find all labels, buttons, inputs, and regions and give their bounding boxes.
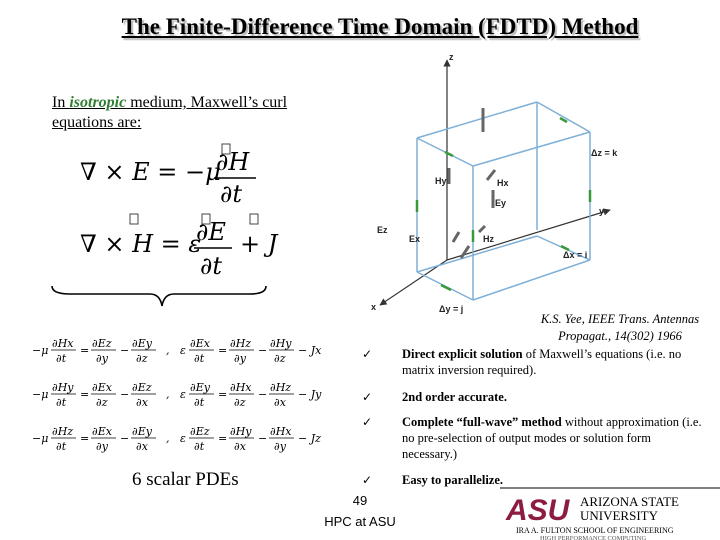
label-ex: Ex <box>409 234 421 244</box>
pde-minus: − <box>258 388 268 401</box>
pde-d-den: ∂z <box>274 352 286 365</box>
pde-eq: = <box>218 388 228 401</box>
pde-a-den: ∂z <box>96 396 108 409</box>
pde-c-den: ∂y <box>234 352 246 365</box>
bullet-rest: without approximation (i.e. no pre-selection of output modes or solution form necessary.) <box>402 415 702 461</box>
label-hz: Hz <box>483 234 494 244</box>
pde-rhs-den: ∂t <box>194 440 205 453</box>
label-ey: Ey <box>495 198 507 208</box>
pde-b-den: ∂x <box>136 396 148 409</box>
brace <box>50 284 270 314</box>
pde-eps: ε <box>180 432 186 445</box>
pde-d-num: ∂Hz <box>270 381 292 394</box>
logo-line1: ARIZONA STATE <box>580 494 679 509</box>
footer-text: HPC at ASU <box>324 514 396 529</box>
pde-eps: ε <box>180 344 186 357</box>
pde-a-num: ∂Ez <box>92 337 112 350</box>
yee-cell-figure <box>355 50 625 322</box>
intro-suffix: medium, Maxwell’s curl equations are: <box>52 94 288 131</box>
pde-j: − Jx <box>298 344 322 357</box>
pde-comma: , <box>166 388 170 401</box>
label-y: y <box>599 206 605 216</box>
pde-minus: − <box>120 388 130 401</box>
pde-rhs-num: ∂Ey <box>190 381 210 394</box>
curl-h-lhs: ∇ × H = ε <box>80 230 202 258</box>
pde-b-den: ∂z <box>136 352 148 365</box>
pde-c-den: ∂x <box>234 440 246 453</box>
intro-keyword: isotropic <box>69 94 127 111</box>
bullet-bold: Complete “full-wave” method <box>402 415 562 429</box>
pde-j: − Jy <box>298 388 322 401</box>
citation-line1: K.S. Yee, IEEE Trans. Antennas <box>540 312 700 326</box>
pde-lhs-den: ∂t <box>56 440 67 453</box>
pde-lhs-num: ∂Hz <box>52 425 74 438</box>
check-icon: ✓ <box>362 390 373 404</box>
pde-lhs-num: ∂Hy <box>52 381 74 394</box>
label-dz: Δz = k <box>591 148 618 158</box>
pde-mu: −μ <box>32 388 49 401</box>
curl-e-lhs: ∇ × E = −μ <box>80 158 221 186</box>
curl-h-num: ∂E <box>196 218 226 246</box>
pde-lhs-den: ∂t <box>56 352 67 365</box>
pde-minus: − <box>120 344 130 357</box>
check-icon: ✓ <box>362 347 373 361</box>
check-icon: ✓ <box>362 415 373 429</box>
pde-c-num: ∂Hx <box>230 381 252 394</box>
intro-prefix: In <box>52 94 70 111</box>
pde-mu: −μ <box>32 432 49 445</box>
slide-title: The Finite-Difference Time Domain (FDTD) Method <box>121 14 639 39</box>
pde-rhs-den: ∂t <box>194 352 205 365</box>
pde-b-num: ∂Ey <box>132 425 152 438</box>
label-x: x <box>371 302 377 312</box>
bullet-bold: Direct explicit solution <box>402 347 523 361</box>
pde-a-num: ∂Ex <box>92 425 112 438</box>
intro-text <box>52 93 352 133</box>
pde-a-den: ∂y <box>96 440 108 453</box>
pde-minus: − <box>258 344 268 357</box>
pde-d-num: ∂Hy <box>270 337 292 350</box>
bullet-bold: Easy to parallelize. <box>402 473 504 487</box>
pde-lhs-num: ∂Hx <box>52 337 74 350</box>
label-dy: Δy = j <box>439 304 464 314</box>
label-dx: Δx = i <box>563 250 588 260</box>
curl-e-num: ∂H <box>216 148 250 176</box>
pde-mu: −μ <box>32 344 49 357</box>
pde-a-num: ∂Ex <box>92 381 112 394</box>
pde-b-den: ∂x <box>136 440 148 453</box>
pde-lhs-den: ∂t <box>56 396 67 409</box>
curl-h-den: ∂t <box>200 252 223 280</box>
pde-eq: = <box>218 432 228 445</box>
pde-comma: , <box>166 344 170 357</box>
curl-e-den: ∂t <box>220 180 243 208</box>
asu-logo <box>500 478 720 540</box>
pde-b-num: ∂Ez <box>132 381 152 394</box>
citation <box>520 311 720 345</box>
scalar-pde-system <box>30 326 360 466</box>
pde-comma: , <box>166 432 170 445</box>
pde-eps: ε <box>180 388 186 401</box>
check-icon: ✓ <box>362 473 373 487</box>
pde-rhs-num: ∂Ex <box>190 337 210 350</box>
pde-a-den: ∂y <box>96 352 108 365</box>
curl-h-rhs: + J <box>240 230 278 258</box>
bullet-bold: 2nd order accurate. <box>402 390 507 404</box>
pde-d-den: ∂y <box>274 440 286 453</box>
pde-eq: = <box>80 432 90 445</box>
pde-c-den: ∂z <box>234 396 246 409</box>
pde-d-num: ∂Hx <box>270 425 292 438</box>
pde-rhs-den: ∂t <box>194 396 205 409</box>
label-hx: Hx <box>497 178 509 188</box>
pde-eq: = <box>80 344 90 357</box>
label-ez: Ez <box>377 225 388 235</box>
pdes-label: 6 scalar PDEs <box>132 469 239 490</box>
pde-c-num: ∂Hz <box>230 337 252 350</box>
pde-c-num: ∂Hy <box>230 425 252 438</box>
logo-line3: IRA A. FULTON SCHOOL OF ENGINEERING <box>516 526 674 535</box>
logo-mark: ASU <box>506 494 570 527</box>
logo-line4: HIGH PERFORMANCE COMPUTING <box>540 535 647 540</box>
bullet-rest: of Maxwell’s equations (i.e. no matrix inversion required). <box>402 347 682 377</box>
label-hy: Hy <box>435 176 447 186</box>
label-z: z <box>449 52 454 62</box>
logo-line2: UNIVERSITY <box>580 508 658 523</box>
citation-line2: Propagat., 14(302) 1966 <box>558 329 682 343</box>
pde-eq: = <box>80 388 90 401</box>
pde-eq: = <box>218 344 228 357</box>
pde-j: − Jz <box>298 432 321 445</box>
pde-rhs-num: ∂Ez <box>190 425 210 438</box>
page-number: 49 <box>352 493 368 508</box>
pde-d-den: ∂x <box>274 396 286 409</box>
pde-minus: − <box>258 432 268 445</box>
pde-minus: − <box>120 432 130 445</box>
pde-b-num: ∂Ey <box>132 337 152 350</box>
curl-equations <box>70 140 310 280</box>
